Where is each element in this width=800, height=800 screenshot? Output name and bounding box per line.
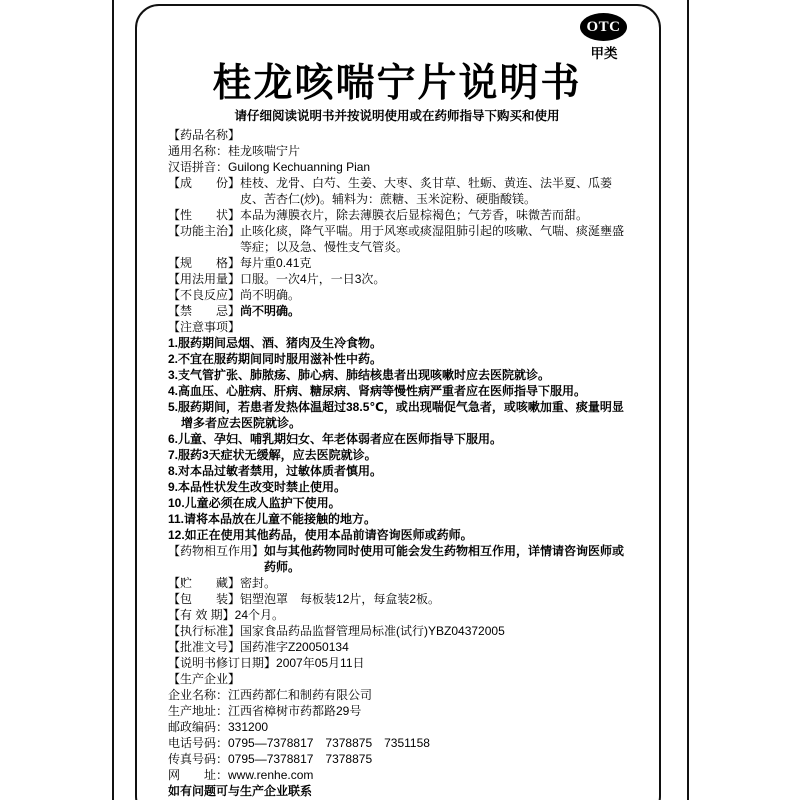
line-text: 生产地址：江西省樟树市药都路29号 <box>168 704 362 718</box>
section-label: 【规 格】 <box>168 256 241 270</box>
section-label: 【不良反应】 <box>168 288 241 302</box>
section-label: 【说明书修订日期】 <box>168 656 277 670</box>
doc-line <box>168 687 626 703</box>
doc-line <box>168 575 626 591</box>
section-label: 【用法用量】 <box>168 272 241 286</box>
doc-line <box>168 399 626 431</box>
doc-line <box>168 527 626 543</box>
line-text: 6.儿童、孕妇、哺乳期妇女、年老体弱者应在医师指导下服用。 <box>168 432 503 446</box>
section-label: 【药品名称】 <box>168 128 241 142</box>
section-label: 【成 份】 <box>168 176 241 190</box>
doc-line <box>168 719 626 735</box>
doc-line <box>168 607 626 623</box>
doc-line <box>168 207 626 223</box>
line-text: 汉语拼音：Guilong Kechuanning Pian <box>168 160 371 174</box>
line-text: 网 址：www.renhe.com <box>168 768 314 782</box>
line-text: 电话号码：0795—7378817 7378875 7351158 <box>168 736 430 750</box>
doc-line <box>168 639 626 655</box>
line-text: 通用名称：桂龙咳喘宁片 <box>168 144 301 158</box>
line-text: 9.本品性状发生改变时禁止使用。 <box>168 480 347 494</box>
doc-line <box>168 751 626 767</box>
line-text: 尚不明确。 <box>240 304 301 318</box>
doc-line <box>168 159 626 175</box>
line-text: 8.对本品过敏者禁用，过敏体质者慎用。 <box>168 464 383 478</box>
line-text: 国家食品药品监督管理局标准(试行)YBZ04372005 <box>240 624 505 638</box>
doc-line <box>168 367 626 383</box>
doc-line <box>168 495 626 511</box>
line-text: 国药准字Z20050134 <box>240 640 349 654</box>
line-text: 每片重0.41克 <box>240 256 312 270</box>
doc-line <box>168 143 626 159</box>
section-label: 【批准文号】 <box>168 640 241 654</box>
otc-class-label: 甲类 <box>590 46 618 61</box>
line-text: 口服。一次4片，一日3次。 <box>240 272 386 286</box>
line-text: 7.服药3天症状无缓解，应去医院就诊。 <box>168 448 377 462</box>
line-text: 尚不明确。 <box>240 288 301 302</box>
section-label: 【贮 藏】 <box>168 576 241 590</box>
page-title: 桂龙咳喘宁片说明书 <box>212 62 582 105</box>
line-text: 桂枝、龙骨、白芍、生姜、大枣、炙甘草、牡蛎、黄连、法半夏、瓜蒌皮、苦杏仁(炒)。辅料为：蔗糖、玉米淀粉、硬脂酸镁。 <box>240 176 613 206</box>
line-text: 本品为薄膜衣片，除去薄膜衣后显棕褐色；气芳香，味微苦而甜。 <box>240 208 589 222</box>
section-label: 【功能主治】 <box>168 224 241 238</box>
section-label: 【禁 忌】 <box>168 304 241 318</box>
doc-line <box>168 223 626 255</box>
doc-line <box>168 479 626 495</box>
doc-line <box>168 655 626 671</box>
doc-line <box>168 351 626 367</box>
line-text: 止咳化痰，降气平喘。用于风寒或痰湿阻肺引起的咳嗽、气喘、痰涎壅盛等症；以及急、慢性支气管炎。 <box>240 224 625 254</box>
line-text: 如有问题可与生产企业联系 <box>168 784 313 798</box>
doc-line <box>168 319 626 335</box>
doc-line <box>168 431 626 447</box>
line-text: 10.儿童必须在成人监护下使用。 <box>168 496 341 510</box>
doc-line <box>168 591 626 607</box>
section-label: 【注意事项】 <box>168 320 241 334</box>
doc-line <box>168 463 626 479</box>
section-label: 【性 状】 <box>168 208 241 222</box>
line-text: 1.服药期间忌烟、酒、猪肉及生冷食物。 <box>168 336 383 350</box>
outer-rule-left <box>112 0 114 800</box>
doc-line <box>168 271 626 287</box>
line-text: 邮政编码：331200 <box>168 720 269 734</box>
line-text: 24个月。 <box>234 608 285 622</box>
line-text: 11.请将本品放在儿童不能接触的地方。 <box>168 512 377 526</box>
line-text: 如与其他药物同时使用可能会发生药物相互作用，详情请咨询医师或药师。 <box>264 544 625 574</box>
page-subtitle: 请仔细阅读说明书并按说明使用或在药师指导下购买和使用 <box>234 109 560 123</box>
doc-line <box>168 623 626 639</box>
line-text: 传真号码：0795—7378817 7378875 <box>168 752 373 766</box>
doc-line <box>168 735 626 751</box>
doc-line <box>168 703 626 719</box>
otc-badge-label: OTC <box>586 18 621 35</box>
line-text: 企业名称：江西药都仁和制药有限公司 <box>168 688 373 702</box>
line-text: 2.不宜在服药期间同时服用滋补性中药。 <box>168 352 383 366</box>
line-text: 12.如正在使用其他药品，使用本品前请咨询医师或药师。 <box>168 528 473 542</box>
doc-line <box>168 767 626 783</box>
doc-line <box>168 383 626 399</box>
section-label: 【执行标准】 <box>168 624 241 638</box>
line-text: 铝塑泡罩 每板装12片，每盒装2板。 <box>240 592 441 606</box>
section-label: 【有 效 期】 <box>168 608 235 622</box>
doc-line <box>168 255 626 271</box>
doc-line <box>168 287 626 303</box>
doc-line <box>168 175 626 207</box>
doc-line <box>168 511 626 527</box>
section-label: 【药物相互作用】 <box>168 544 265 558</box>
line-text: 3.支气管扩张、肺脓疡、肺心病、肺结核患者出现咳嗽时应去医院就诊。 <box>168 368 551 382</box>
section-label: 【生产企业】 <box>168 672 241 686</box>
doc-line <box>168 543 626 575</box>
doc-line <box>168 335 626 351</box>
line-text: 5.服药期间，若患者发热体温超过38.5℃，或出现喘促气急者，或咳嗽加重、痰量明显增多者应去医院就诊。 <box>168 400 624 430</box>
doc-line <box>168 783 626 799</box>
line-text: 4.高血压、心脏病、肝病、糖尿病、肾病等慢性病严重者应在医师指导下服用。 <box>168 384 587 398</box>
leaflet-body <box>168 127 626 799</box>
doc-line <box>168 303 626 319</box>
section-label: 【包 装】 <box>168 592 241 606</box>
doc-line <box>168 447 626 463</box>
line-text: 密封。 <box>240 576 277 590</box>
line-text: 2007年05月11日 <box>276 656 365 670</box>
doc-line <box>168 671 626 687</box>
otc-badge <box>580 13 627 41</box>
doc-line <box>168 127 626 143</box>
outer-rule-right <box>687 0 689 800</box>
